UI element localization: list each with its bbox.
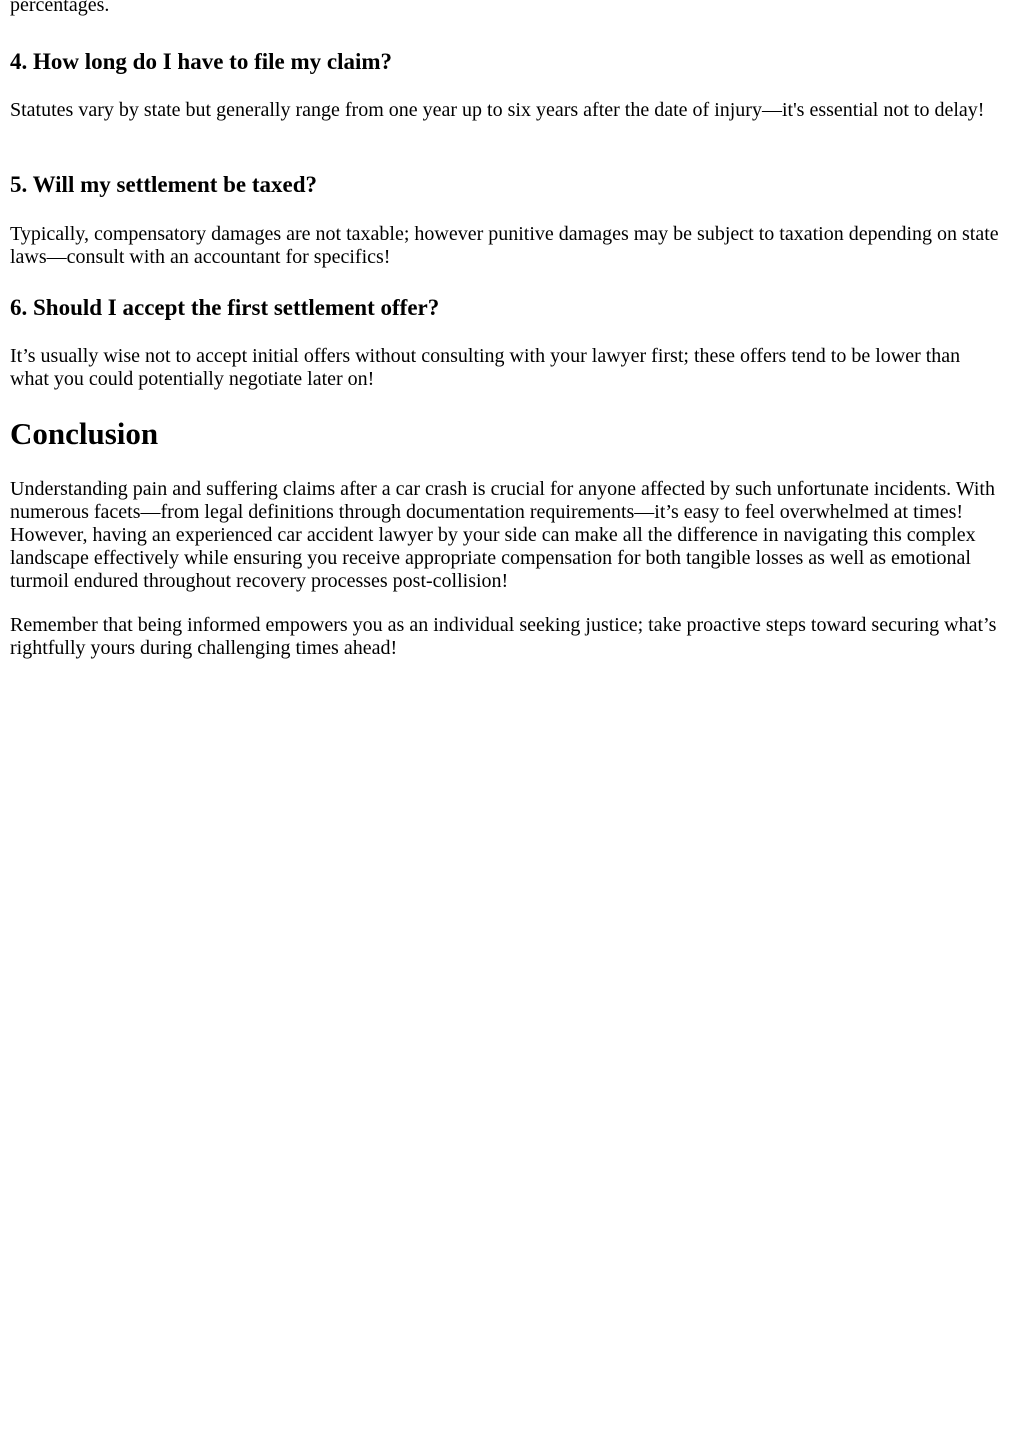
faq-answer-6-text: It’s usually wise not to accept initial offers without consulting with your lawyer first; these offers tend to be lower than what you could potentially negotiate later on! — [10, 345, 961, 390]
faq-question-4-heading: 4. How long do I have to file my claim? — [10, 49, 393, 74]
faq-question-5-heading: 5. Will my settlement be taxed? — [10, 172, 318, 197]
faq-answer-5-text: Typically, compensatory damages are not taxable; however punitive damages may be subject to taxation depending on state laws—consult with an accountant for specifics! — [10, 223, 999, 268]
faq-answer-4-text: Statutes vary by state but generally range from one year up to six years after the date of injury—it's essential not to delay! — [10, 99, 985, 121]
lead-fragment-text: percentages. — [10, 0, 110, 16]
conclusion-paragraph-1: Understanding pain and suffering claims after a car crash is crucial for anyone affected by such unfortunate incidents. With numerous facets—from legal definitions through documentation requirements—it’s easy to feel overwhelmed at times! However, having an experienced car accident lawyer by your side can make all the difference in navigating this complex landscape effectively while ensuring you receive appropriate compensation for both tangible losses as well as emotional turmoil endured throughout recovery processes post-collision! — [10, 478, 995, 592]
conclusion-paragraph-2: Remember that being informed empowers you as an individual seeking justice; take proactive steps toward securing what’s rightfully yours during challenging times ahead! — [10, 614, 997, 659]
conclusion-heading: Conclusion — [10, 416, 159, 451]
faq-question-6-heading: 6. Should I accept the first settlement offer? — [10, 295, 440, 320]
